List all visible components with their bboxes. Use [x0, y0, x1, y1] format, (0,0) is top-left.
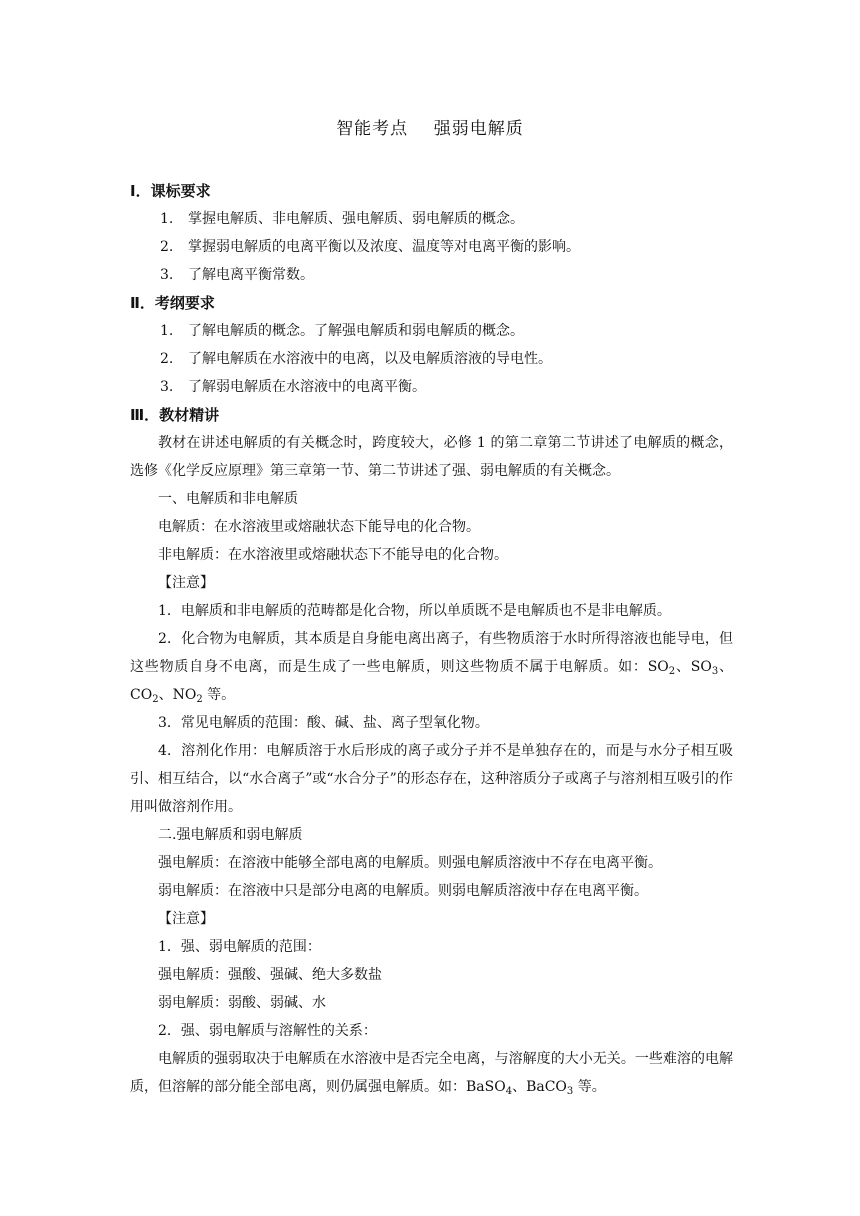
- item-text: 了解电解质在水溶液中的电离，以及电解质溶液的导电性。: [188, 351, 552, 367]
- definition-strong: 强电解质：在溶液中能够全部电离的电解质。则强电解质溶液中不存在电离平衡。: [158, 855, 662, 871]
- list-item: [130, 317, 733, 345]
- list-item: [130, 205, 733, 233]
- definition-electrolyte: 电解质：在水溶液里或熔融状态下能导电的化合物。: [158, 519, 480, 535]
- note-2: 2．化合物为电解质，其本质是自身能电离出离子，有些物质溶于水时所得溶液也能导电，但这些物质自身不电离，而是生成了一些电解质，则这些物质不属于电解质。如：$SO_2$、$SO_3$、$CO_2$、$NO_2$ 等。: [130, 631, 733, 705]
- list-item: [130, 373, 733, 401]
- part1-title: 一、电解质和非电解质: [158, 491, 298, 507]
- list-item: [130, 261, 733, 289]
- part2-title: 二.强电解质和弱电解质: [158, 827, 303, 843]
- item-text: 了解弱电解质在水溶液中的电离平衡。: [188, 379, 426, 395]
- item-text: 了解电离平衡常数。: [188, 267, 314, 283]
- item-number: 2.: [160, 239, 174, 255]
- item-text: 了解电解质的概念。了解强电解质和弱电解质的概念。: [188, 323, 524, 339]
- item-text: 掌握电解质、非电解质、强电解质、弱电解质的概念。: [188, 211, 524, 227]
- section-heading-textbook: Ⅲ．教材精讲: [130, 406, 220, 424]
- item-text: 掌握弱电解质的电离平衡以及浓度、温度等对电离平衡的影响。: [188, 239, 580, 255]
- range-strong: 强电解质：强酸、强碱、绝大多数盐: [158, 967, 382, 983]
- section-heading-curriculum: Ⅰ．课标要求: [130, 182, 211, 200]
- item-number: 1.: [160, 211, 174, 227]
- note-4: 4．溶剂化作用：电解质溶于水后形成的离子或分子并不是单独存在的，而是与水分子相互吸引、相互结合，以“水合离子”或“水合分子”的形态存在，这种溶质分子或离子与溶剂相互吸引的作用叫做溶剂作用。: [130, 743, 733, 815]
- note-label: 【注意】: [158, 575, 214, 591]
- range-weak: 弱电解质：弱酸、弱碱、水: [158, 995, 326, 1011]
- definition-nonelectrolyte: 非电解质：在水溶液里或熔融状态下不能导电的化合物。: [158, 547, 508, 563]
- document-content: [130, 177, 733, 1101]
- list-item: [130, 345, 733, 373]
- item-number: 3.: [160, 267, 174, 283]
- item-number: 3.: [160, 379, 174, 395]
- range-title: 1．强、弱电解质的范围：: [158, 939, 321, 955]
- note-1: 1．电解质和非电解质的范畴都是化合物，所以单质既不是电解质也不是非电解质。: [158, 603, 671, 619]
- list-item: [130, 233, 733, 261]
- page-title: 智能考点 强弱电解质: [336, 119, 524, 139]
- item-number: 1.: [160, 323, 174, 339]
- note-label-2: 【注意】: [158, 911, 214, 927]
- section-heading-syllabus: Ⅱ．考纲要求: [130, 294, 215, 312]
- item-number: 2.: [160, 351, 174, 367]
- solubility-paragraph: 电解质的强弱取决于电解质在水溶液中是否完全电离，与溶解度的大小无关。一些难溶的电解质，但溶解的部分能全部电离，则仍属强电解质。如：BaSO$_4$、BaCO$_3$ 等。: [130, 1051, 733, 1097]
- solubility-title: 2．强、弱电解质与溶解性的关系：: [158, 1023, 377, 1039]
- intro-paragraph: 教材在讲述电解质的有关概念时，跨度较大，必修 1 的第二章第二节讲述了电解质的概念，选修《化学反应原理》第三章第一节、第二节讲述了强、弱电解质的有关概念。: [130, 435, 733, 479]
- note-3: 3．常见电解质的范围：酸、碱、盐、离子型氧化物。: [158, 715, 489, 731]
- definition-weak: 弱电解质：在溶液中只是部分电离的电解质。则弱电解质溶液中存在电离平衡。: [158, 883, 648, 899]
